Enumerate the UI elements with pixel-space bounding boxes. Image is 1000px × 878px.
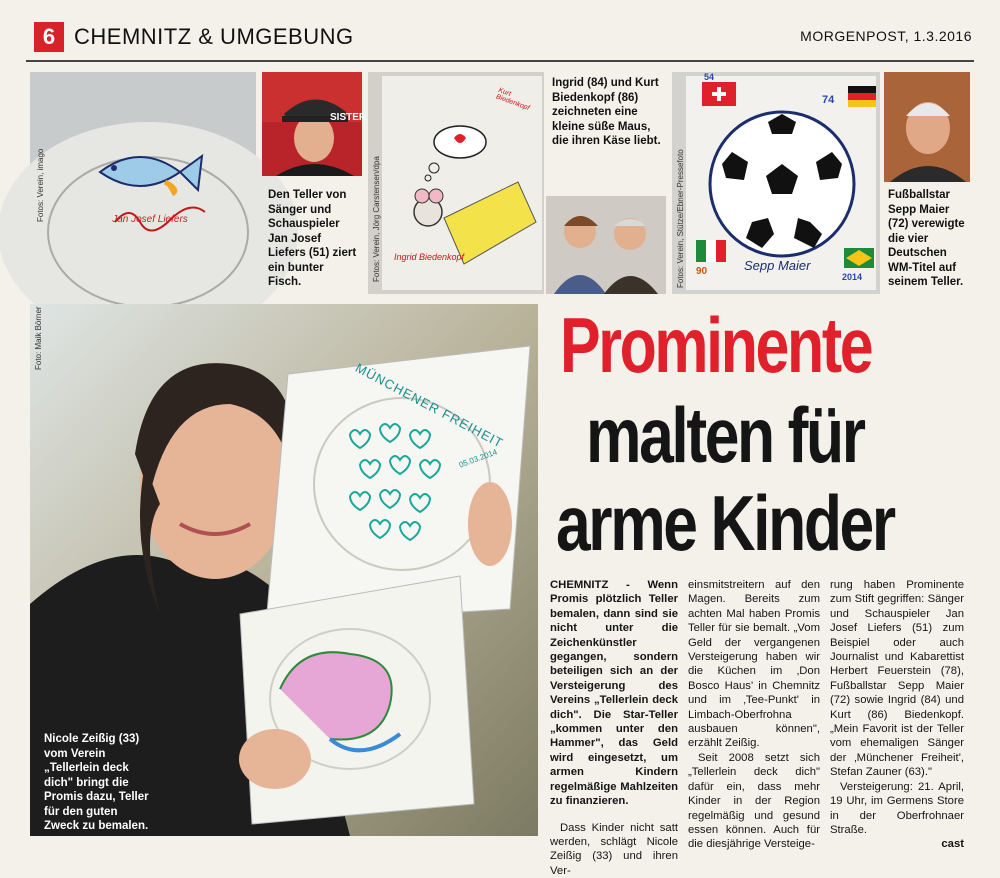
plate-signature: Ingrid Biedenkopf [394, 252, 464, 262]
hearts-drawing [330, 414, 460, 544]
article-paragraph: Dass Kinder nicht satt werden, schlägt Nicole Zeißig (33) und ihren Ver- [550, 821, 678, 878]
caption-liefers: Den Teller von Sänger und Schauspieler Jan Josef Liefers (51) ziert ein bunter Fisch. [268, 188, 358, 290]
caption-biedenkopf: Ingrid (84) und Kurt Biedenkopf (86) zeichneten eine kleine süße Maus, die ihren Käse liebt. [552, 76, 662, 149]
headline-line1: Prominente [560, 306, 966, 384]
plate-text: MÜNCHENER FREIHEIT [353, 360, 506, 451]
maier-portrait [884, 72, 970, 182]
year-1974: 74 [822, 94, 834, 106]
liefers-portrait [262, 72, 362, 176]
plate-signature: Sepp Maier [744, 258, 810, 273]
plate-corner-signature: Kurt Biedenkopf [495, 87, 541, 115]
article-lead: CHEMNITZ - Wenn Promis plötzlich Teller bemalen, dann sind sie nicht unter die Zeichenkünstler gegangen, sondern beteiligen sich an der Versteigerung des Vereins „Tellerlein deck dich". Die Star-Teller „kommen unter den Hammer", das Geld wird eingesetzt, um armen Kindern regelmäßige Mahlzeiten zu finanzieren. [550, 578, 678, 809]
couple-illustration [546, 196, 666, 294]
article-paragraph: Versteigerung: 21. April, 19 Uhr, im Germens Store in der Oberfrohnaer Straße. [830, 780, 964, 838]
plate-date: 05.03.2014 [458, 447, 499, 469]
article-author: cast [830, 837, 964, 851]
header-rule [26, 60, 974, 62]
article-column-3 [830, 578, 964, 852]
photo-credit: Fotos: Verein, Stütze/Ebner-Pressefoto [676, 149, 685, 288]
caption-maier: Fußballstar Sepp Maier (72) verewigte die vier Deutschen WM-Titel auf seinem Teller. [888, 188, 972, 290]
article-column-2 [688, 578, 820, 852]
portrait-illustration [884, 72, 970, 182]
banner-text: SISTER [330, 112, 366, 123]
article-paragraph: Seit 2008 setzt sich „Tellerlein deck dich" dafür ein, dass mehr Kinder in der Region regelmäßig und gesund essen können. Auch für die diesjährige Versteige- [688, 751, 820, 852]
caption-main: Nicole Zeißig (33) vom Verein „Tellerlein deck dich" bringt die Promis dazu, Teller für den guten Zweck zu bemalen. [44, 732, 150, 834]
mouse-plate-photo [368, 72, 544, 294]
headline-line3: arme Kinder [556, 484, 972, 562]
biedenkopf-portrait [546, 196, 666, 294]
headline-line2: malten für [586, 396, 954, 474]
portrait-illustration [262, 72, 362, 176]
photo-credit: Foto: Maik Börner [34, 306, 43, 370]
article-paragraph: rung haben Prominente zum Stift gegriffen: Sänger und Schauspieler Jan Josef Liefers (51) zum Beispiel oder auch Journalist und Kabarettist Herbert Feuerstein (78), Fußballstar Sepp Maier (72) sowie Ingrid (84) und Kurt (86) Biedenkopf. „Mein Favorit ist der Teller vom ehemaligen Sänger der ‚Münchener Freiheit', Stefan Zauner (63)." [830, 578, 964, 780]
year-1990: 90 [696, 266, 707, 277]
plate-signature: Jan Josef Liefers [100, 214, 200, 225]
page-number: 6 [34, 22, 64, 52]
fish-plate-illustration [30, 72, 256, 294]
fish-plate-photo [30, 72, 256, 294]
year-2014: 2014 [842, 272, 862, 282]
section-title: CHEMNITZ & UMGEBUNG [74, 22, 354, 52]
article-paragraph: einsmitstreitern auf den Magen. Bereits zum achten Mal haben Promis Teller für sie bemalt. „Vom Geld der vergangenen Versteigerung haben wir die Küchen im ‚Don Bosco Haus' in Chemnitz und im ‚Tee-Punkt' in Limbach-Oberfrohna ausbauen können", erzählt Zeißig. [688, 578, 820, 751]
photo-credit: Fotos: Verein, Jörg Carstensen/dpa [372, 156, 381, 282]
year-1954: 54 [704, 72, 714, 82]
masthead-date: MORGENPOST, 1.3.2016 [800, 28, 972, 44]
photo-credit: Fotos: Verein, imago [36, 149, 45, 222]
football-plate-photo [672, 72, 880, 294]
article-column-1 [550, 578, 678, 878]
